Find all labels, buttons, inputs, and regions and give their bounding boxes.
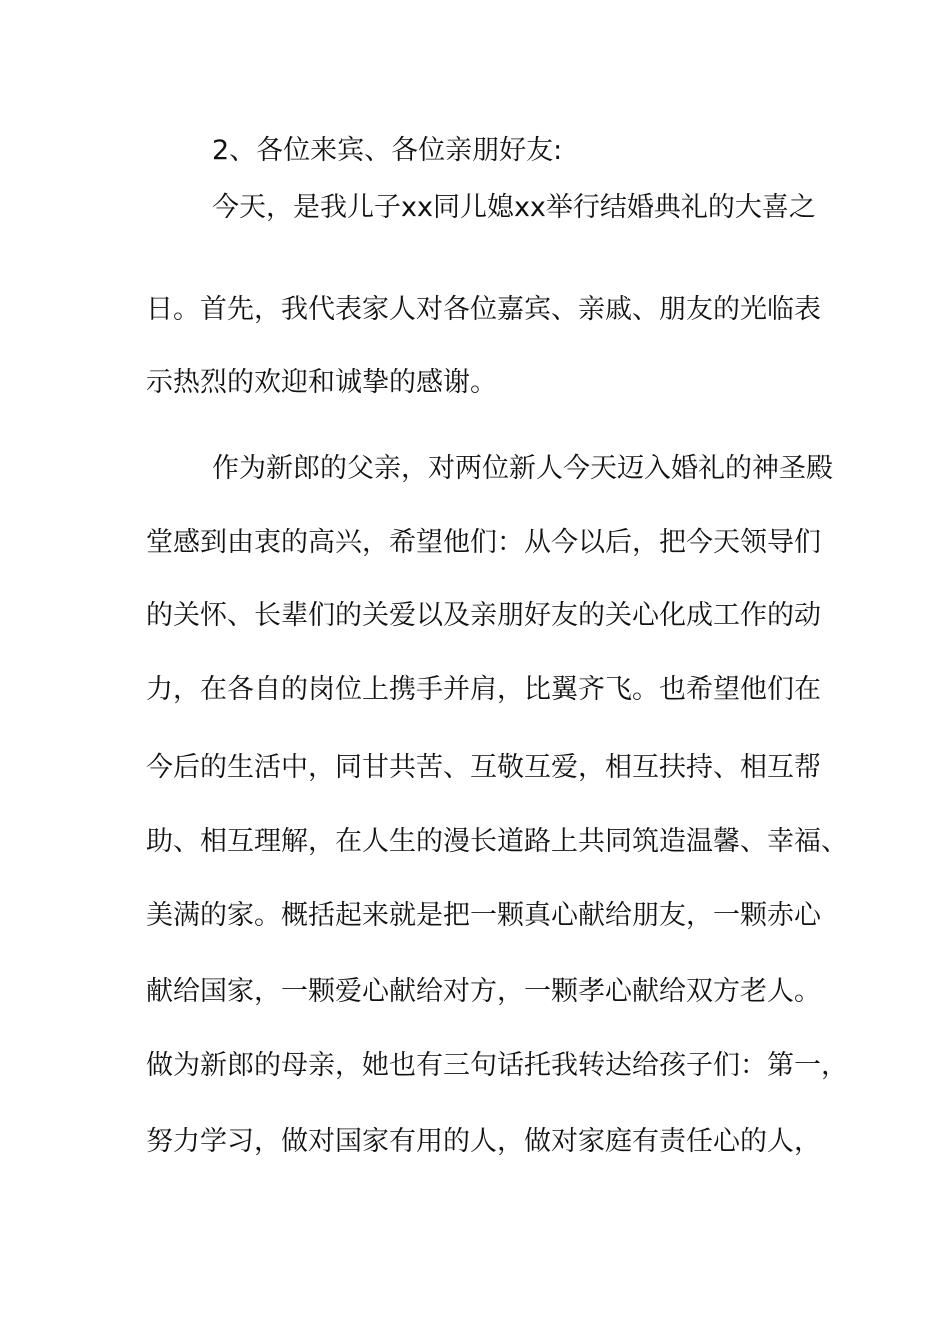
paragraph-line: 堂感到由衷的高兴，希望他们：从今以后，把今天领导们 [146, 527, 821, 558]
paragraph-line: 今后的生活中，同甘共苦、互敬互爱，相互扶持、相互帮 [146, 752, 821, 783]
paragraph-line: 美满的家。概括起来就是把一颗真心献给朋友，一颗赤心 [146, 900, 821, 931]
paragraph-line: 助、相互理解，在人生的漫长道路上共同筑造温馨、幸福、 [146, 826, 848, 857]
paragraph-line: 努力学习，做对国家有用的人，做对家庭有责任心的人， [146, 1126, 821, 1157]
paragraph-line: 今天，是我儿子xx同儿媳xx举行结婚典礼的大喜之 [212, 192, 816, 223]
paragraph-line: 示热烈的欢迎和诚挚的感谢。 [146, 367, 497, 398]
paragraph-line: 力，在各自的岗位上携手并肩，比翼齐飞。也希望他们在 [146, 674, 821, 705]
paragraph-line: 的关怀、长辈们的关爱以及亲朋好友的关心化成工作的动 [146, 600, 821, 631]
paragraph-line: 作为新郎的父亲，对两位新人今天迈入婚礼的神圣殿 [212, 453, 833, 484]
section-heading: 2、各位来宾、各位亲朋好友: [212, 135, 563, 166]
paragraph-line: 日。首先，我代表家人对各位嘉宾、亲戚、朋友的光临表 [146, 294, 821, 325]
paragraph-line: 做为新郎的母亲，她也有三句话托我转达给孩子们：第一， [146, 1050, 848, 1081]
paragraph-line: 献给国家，一颗爱心献给对方，一颗孝心献给双方老人。 [146, 976, 821, 1007]
